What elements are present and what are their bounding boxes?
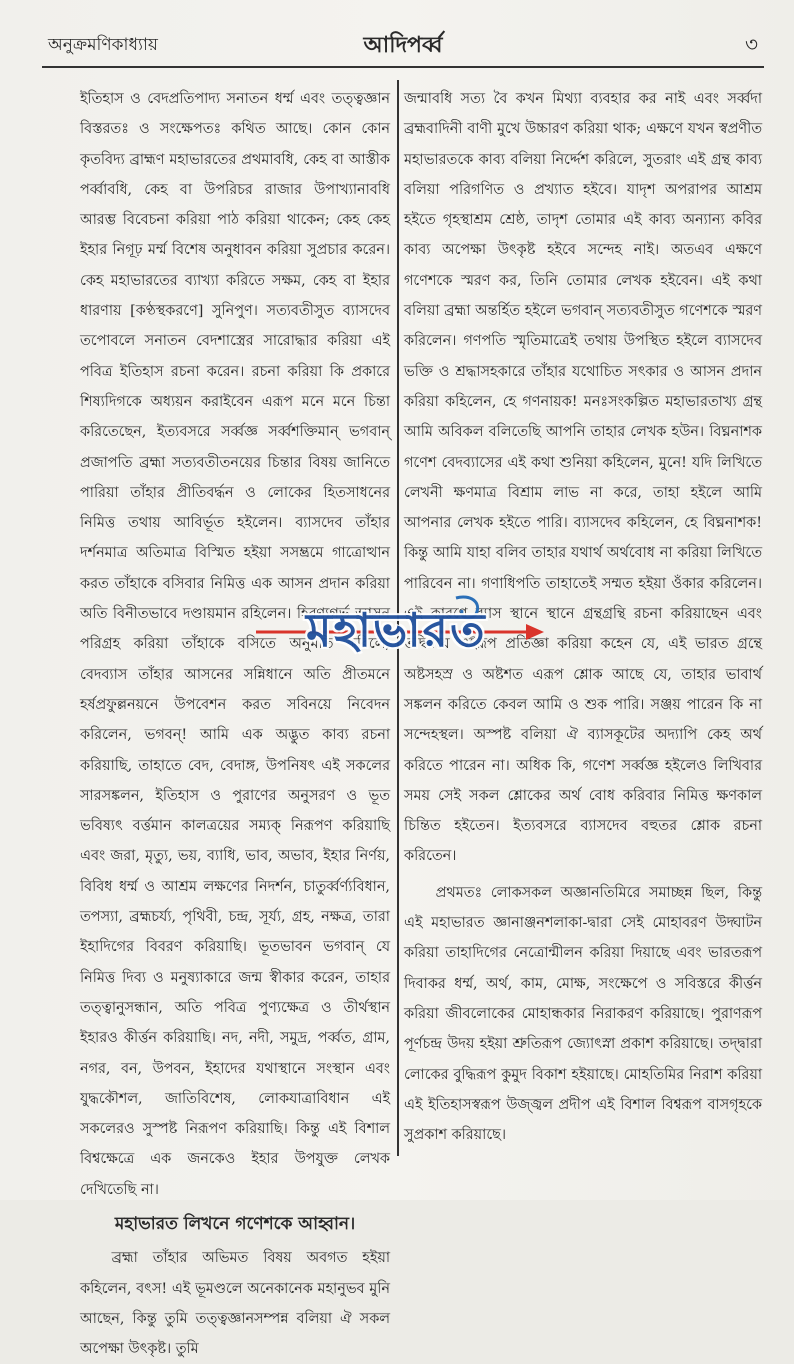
page-title: আদিপর্ব্ব xyxy=(363,32,443,58)
page-number: ৩ xyxy=(744,32,758,56)
left-column xyxy=(80,84,390,1364)
header-divider xyxy=(42,66,764,68)
right-paragraph-2: প্রথমতঃ লোকসকল অজ্ঞানতিমিরে সমাচ্ছন্ন ছিল, কিন্তু এই মহাভারত জ্ঞানাঞ্জনশলাকা-দ্বারা সেই মোহাবরণ উদ্ঘাটন করিয়া তাহাদিগের নেত্রোন্মীলন করিয়া দিয়াছে এবং ভারতরূপ দিবাকর ধর্ম্ম, অর্থ, কাম, মোক্ষ, সংক্ষেপে ও সবিস্তরে কীর্ত্তন করিয়া জীবলোকের মোহান্ধকার নিরাকরণ করিয়াছে। পুরাণরূপ পূর্ণচন্দ্র উদয় হইয়া শ্রুতিরূপ জ্যোৎস্না প্রকাশ করিয়াছে। তদ্দ্বারা লোকের বুদ্ধিরূপ কুমুদ বিকাশ হইয়াছে। মোহতিমির নিরাশ করিয়া এই ইতিহাসস্বরূপ উজ্জ্বল প্রদীপ এই বিশাল বিশ্বরূপ বাসগৃহকে সুপ্রকাশ করিয়াছে। xyxy=(404,884,762,1144)
right-paragraph-1: জন্মাবধি সত্য বৈ কখন মিথ্যা ব্যবহার কর নাই এবং সর্ব্বদা ব্রহ্মবাদিনী বাণী মুখে উচ্চারণ করিয়া থাক; এক্ষণে যখন স্বপ্রণীত মহাভারতকে কাব্য বলিয়া নির্দ্দেশ করিলে, সুতরাং এই গ্রন্থ কাব্য বলিয়া পরিগণিত ও প্রখ্যাত হইবে। যাদৃশ অপরাপর আশ্রম হইতে গৃহস্থাশ্রম শ্রেষ্ঠ, তাদৃশ তোমার এই কাব্য অন্যান্য কবির কাব্য অপেক্ষা উৎকৃষ্ট হইবে সন্দেহ নাই। অতএব এক্ষণে গণেশকে স্মরণ কর, তিনি তোমার লেখক হইবেন। এই কথা বলিয়া ব্রহ্মা অন্তর্হিত হইলে ভগবান্ সত্যবতীসুত গণেশকে স্মরণ করিলেন। গণপতি স্মৃতিমাত্রেই তথায় উপস্থিত হইলে ব্যাসদেব ভক্তি ও শ্রদ্ধাসহকারে তাঁহার যথোচিত সৎকার ও আসন প্রদান করিয়া কহিলেন, হে গণনায়ক! মনঃসংকল্পিত মহাভারতাখ্য গ্রন্থ আমি অবিকল বলিতেছি আপনি তাহার লেখক হউন। বিঘ্ননাশক গণেশ বেদব্যাসের এই কথা শুনিয়া কহিলেন, মুনে! যদি লিখিতে লেখনী ক্ষণমাত্র বিশ্রাম লাভ না করে, তাহা হইলে আমি আপনার লেখক হইতে পারি। ব্যাসদেব কহিলেন, হে বিঘ্ননাশক! কিন্তু আমি যাহা বলিব তাহার যথার্থ অর্থবোধ না করিয়া লিখিতে পারিবেন না। গণাধিপতি তাহাতেই সম্মত হইয়া ওঁকার করিলেন। এই কারণে ব্যাস স্থানে স্থানে গ্রন্থগ্রন্থি রচনা করিয়াছেন এবং তদ্বিষয়ে এইরূপ প্রতিজ্ঞা করিয়া কহেন যে, এই ভারত গ্রন্থে অষ্টসহস্র ও অষ্টশত এরূপ শ্লোক আছে যে, তাহার ভাবার্থ সঙ্কলন করিতে কেবল আমি ও শুক পারি। সঞ্জয় পারেন কি না সন্দেহস্থল। অস্পষ্ট বলিয়া ঐ ব্যাসকূটের অদ্যাপি কেহ অর্থ করিতে পারেন না। অধিক কি, গণেশ সর্ব্বজ্ঞ হইলেও লিখিবার সময় সেই সকল শ্লোকের অর্থ বোধ করিবার নিমিত্ত ক্ষণকাল চিন্তিত হইতেন। ইত্যবসরে ব্যাসদেব বহুতর শ্লোক রচনা করিতেন। xyxy=(404,91,762,865)
left-paragraph-2: ব্রহ্মা তাঁহার অভিমত বিষয় অবগত হইয়া কহিলেন, বৎস! এই ভূমণ্ডলে অনেকানেক মহানুভব মুনি আছেন, কিন্তু তুমি তত্ত্বজ্ঞানসম্পন্ন বলিয়া ঐ সকল অপেক্ষা উৎকৃষ্ট। তুমি xyxy=(80,1250,390,1358)
page-header xyxy=(48,26,758,62)
left-paragraph-1: ইতিহাস ও বেদপ্রতিপাদ্য সনাতন ধর্ম্ম এবং তত্ত্বজ্ঞান বিস্তরতঃ ও সংক্ষেপতঃ কথিত আছে। কোন কোন কৃতবিদ্য ব্রাহ্মণ মহাভারতের প্রথমাবধি, কেহ বা আস্তীক পর্ব্বাবধি, কেহ বা উপরিচর রাজার উপাখ্যানাবধি আরম্ভ বিবেচনা করিয়া পাঠ করিয়া থাকেন; কেহ কেহ ইহার নিগূঢ় মর্ম্ম বিশেষ অনুধাবন করিয়া সুপ্রচার করেন। কেহ মহাভারতের ব্যাখ্যা করিতে সক্ষম, কেহ বা ইহার ধারণায় [কণ্ঠস্থকরণে] সুনিপুণ। সত্যবতীসুত ব্যাসদেব তপোবলে সনাতন বেদশাস্ত্রের সারোদ্ধার করিয়া এই পবিত্র ইতিহাস রচনা করেন। রচনা করিয়া কি প্রকারে শিষ্যদিগকে অধ্যয়ন করাইবেন এরূপ মনে মনে চিন্তা করিতেছেন, ইত্যবসরে সর্ব্বজ্ঞ সর্ব্বশক্তিমান্ ভগবান্ প্রজাপতি ব্রহ্মা সত্যবতীতনয়ের চিন্তার বিষয় জানিতে পারিয়া তাঁহার প্রীতিবর্দ্ধন ও লোকের হিতসাধনের নিমিত্ত তথায় আবির্ভূত হইলেন। ব্যাসদেব তাঁহার দর্শনমাত্র অতিমাত্র বিস্মিত হইয়া সসম্ভ্রমে গাত্রোত্থান করত তাঁহাকে বসিবার নিমিত্ত এক আসন প্রদান করিয়া অতি বিনীতভাবে দণ্ডায়মান রহিলেন। হিরণ্যগর্ভ আসন পরিগ্রহ করিয়া তাঁহাকে বসিতে অনুমতি করিলে, বেদব্যাস তাঁহার আসনের সন্নিধানে অতি প্রীতমনে হর্ষপ্রফুল্লনয়নে উপবেশন করত সবিনয়ে নিবেদন করিলেন, ভগবন্! আমি এক অদ্ভুত কাব্য রচনা করিয়াছি, তাহাতে বেদ, বেদাঙ্গ, উপনিষৎ এই সকলের সারসঙ্কলন, ইতিহাস ও পুরাণের অনুসরণ ও ভূত ভবিষ্যৎ বর্ত্তমান কালত্রয়ের সম্যক্ নিরূপণ করিয়াছি এবং জরা, মৃত্যু, ভয়, ব্যাধি, ভাব, অভাব, ইহার নির্ণয়, বিবিধ ধর্ম্ম ও আশ্রম লক্ষণের নিদর্শন, চাতুর্ব্বর্ণ্যবিধান, তপস্যা, ব্রহ্মচর্য্য, পৃথিবী, চন্দ্র, সূর্য্য, গ্রহ, নক্ষত্র, তারা ইহাদিগের বিবরণ করিয়াছি। ভূতভাবন ভগবান্ যে নিমিত্ত দিব্য ও মনুষ্যাকারে জন্ম স্বীকার করেন, তাহার তত্ত্বানুসন্ধান, অতি পবিত্র পুণ্যক্ষেত্র ও তীর্থস্থান ইহারও কীর্ত্তন করিয়াছি। নদ, নদী, সমুদ্র, পর্ব্বত, গ্রাম, নগর, বন, উপবন, ইহাদের যথাস্থানে সংস্থান এবং যুদ্ধকৌশল, জাতিবিশেষ, লোকযাত্রাবিধান এই সকলেরও সুস্পষ্ট নিরূপণ করিয়াছি। কিন্তু এই বিশাল বিশ্বক্ষেত্রে এক জনকেও ইহার উপযুক্ত লেখক দেখিতেছি না। xyxy=(80,91,390,1198)
watermark-logo xyxy=(256,592,546,672)
section-heading: মহাভারত লিখনে গণেশকে আহ্বান। xyxy=(114,1213,356,1234)
chapter-name: অনুক্রমণিকাধ্যায় xyxy=(48,35,158,55)
watermark-text: মহাভারত xyxy=(306,603,487,657)
